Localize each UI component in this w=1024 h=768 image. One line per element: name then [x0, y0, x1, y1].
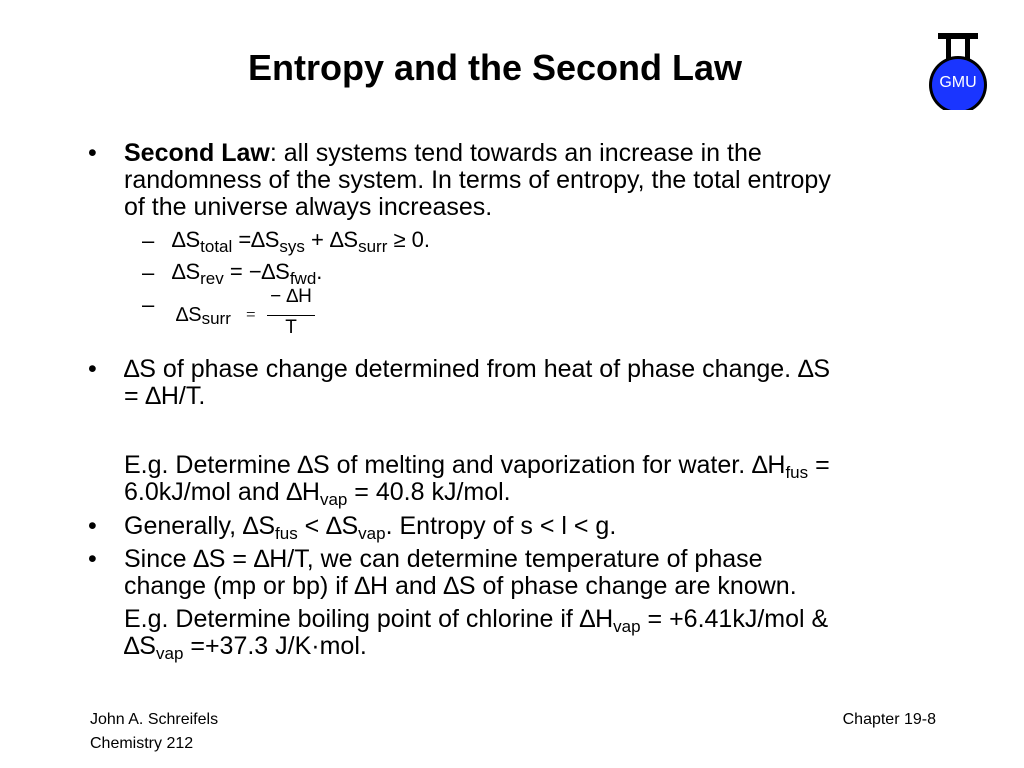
eq-subscript: sys — [279, 237, 305, 256]
example-text: =+37.3 J/K·mol. — [183, 632, 367, 660]
reverse-entropy-equation — [172, 258, 323, 288]
eq-part: ∆S — [172, 259, 201, 284]
eq-subscript: surr — [358, 237, 388, 256]
flask-icon — [922, 30, 994, 110]
example-text: = +6.41kJ/mol & — [640, 605, 829, 633]
fraction-denominator: T — [285, 317, 297, 338]
eq-part: ∆S — [172, 227, 201, 252]
footer-course: Chemistry 212 — [90, 735, 194, 752]
chlorine-example — [124, 605, 984, 663]
phase-change-line-1: ∆S of phase change determined from heat of phase change. ∆S — [124, 355, 831, 383]
example-text: ∆S — [124, 632, 156, 660]
second-law-line-2: randomness of the system. In terms of entropy, the total entropy — [124, 166, 831, 194]
surroundings-entropy-equation — [170, 284, 330, 344]
second-law-text: : all systems tend towards an increase in the — [269, 139, 762, 167]
generally-text: Generally, ∆S — [124, 512, 276, 540]
lhs-subscript: surr — [201, 309, 231, 328]
temperature-line-1: Since ∆S = ∆H/T, we can determine temperature of phase — [124, 545, 763, 573]
water-example-line-1 — [124, 451, 984, 482]
bullet-marker: • — [88, 139, 97, 167]
example-text: E.g. Determine boiling point of chlorine if ∆H — [124, 605, 614, 633]
chlorine-example-line-1 — [124, 605, 984, 636]
eq-part: + ∆S — [304, 227, 359, 252]
eq-subscript: fwd — [289, 269, 317, 288]
second-law-paragraph — [124, 140, 984, 221]
eq-part: . — [316, 259, 323, 284]
generally-text: < ∆S — [297, 512, 359, 540]
generally-text: . Entropy of s < l < g. — [385, 512, 617, 540]
fraction-bar — [267, 315, 315, 316]
slide-title: Entropy and the Second Law — [247, 47, 743, 88]
phase-change-paragraph — [124, 356, 984, 410]
dash-marker: – — [142, 292, 155, 317]
bullet-marker: • — [88, 545, 97, 573]
temperature-paragraph — [124, 546, 984, 600]
eq-subscript: rev — [200, 269, 224, 288]
water-example — [124, 451, 984, 509]
generally-subscript: fus — [275, 524, 298, 543]
second-law-line-1 — [124, 140, 984, 167]
fraction-lhs — [176, 304, 231, 327]
example-text: = 40.8 kJ/mol. — [347, 478, 511, 506]
water-example-line-2 — [124, 478, 984, 509]
example-text: E.g. Determine ∆S of melting and vaporization for water. ∆H — [124, 451, 786, 479]
phase-change-line-2: = ∆H/T. — [124, 382, 206, 410]
dash-marker: – — [142, 228, 155, 253]
eq-subscript: total — [200, 237, 233, 256]
bullet-marker: • — [88, 355, 97, 383]
eq-part: ≥ 0. — [387, 227, 431, 252]
logo-text: GMU — [939, 74, 977, 91]
fraction-numerator: − ∆H — [270, 286, 312, 307]
eq-part: = −∆S — [223, 259, 290, 284]
footer-left — [90, 708, 218, 756]
example-text: 6.0kJ/mol and ∆H — [124, 478, 320, 506]
total-entropy-equation — [172, 226, 431, 256]
second-law-term: Second Law — [124, 139, 270, 167]
example-subscript: vap — [613, 617, 641, 636]
generally-paragraph — [124, 512, 984, 543]
example-subscript: fus — [785, 463, 809, 482]
gmu-flask-logo — [922, 30, 994, 110]
bullet-marker: • — [88, 512, 97, 540]
second-law-line-3: of the universe always increases. — [124, 193, 493, 221]
dash-marker: – — [142, 260, 155, 285]
fraction-equals: = — [246, 305, 256, 324]
lhs-symbol: ∆S — [176, 304, 202, 326]
footer-chapter: Chapter 19-8 — [842, 711, 936, 728]
example-subscript: vap — [319, 490, 348, 509]
temperature-line-2: change (mp or bp) if ∆H and ∆S of phase change are known. — [124, 572, 797, 600]
footer-author: John A. Schreifels — [90, 711, 219, 728]
eq-part: =∆S — [232, 227, 280, 252]
generally-subscript: vap — [358, 524, 386, 543]
example-subscript: vap — [155, 644, 184, 663]
example-text: = — [808, 451, 830, 479]
chlorine-example-line-2 — [124, 632, 984, 663]
